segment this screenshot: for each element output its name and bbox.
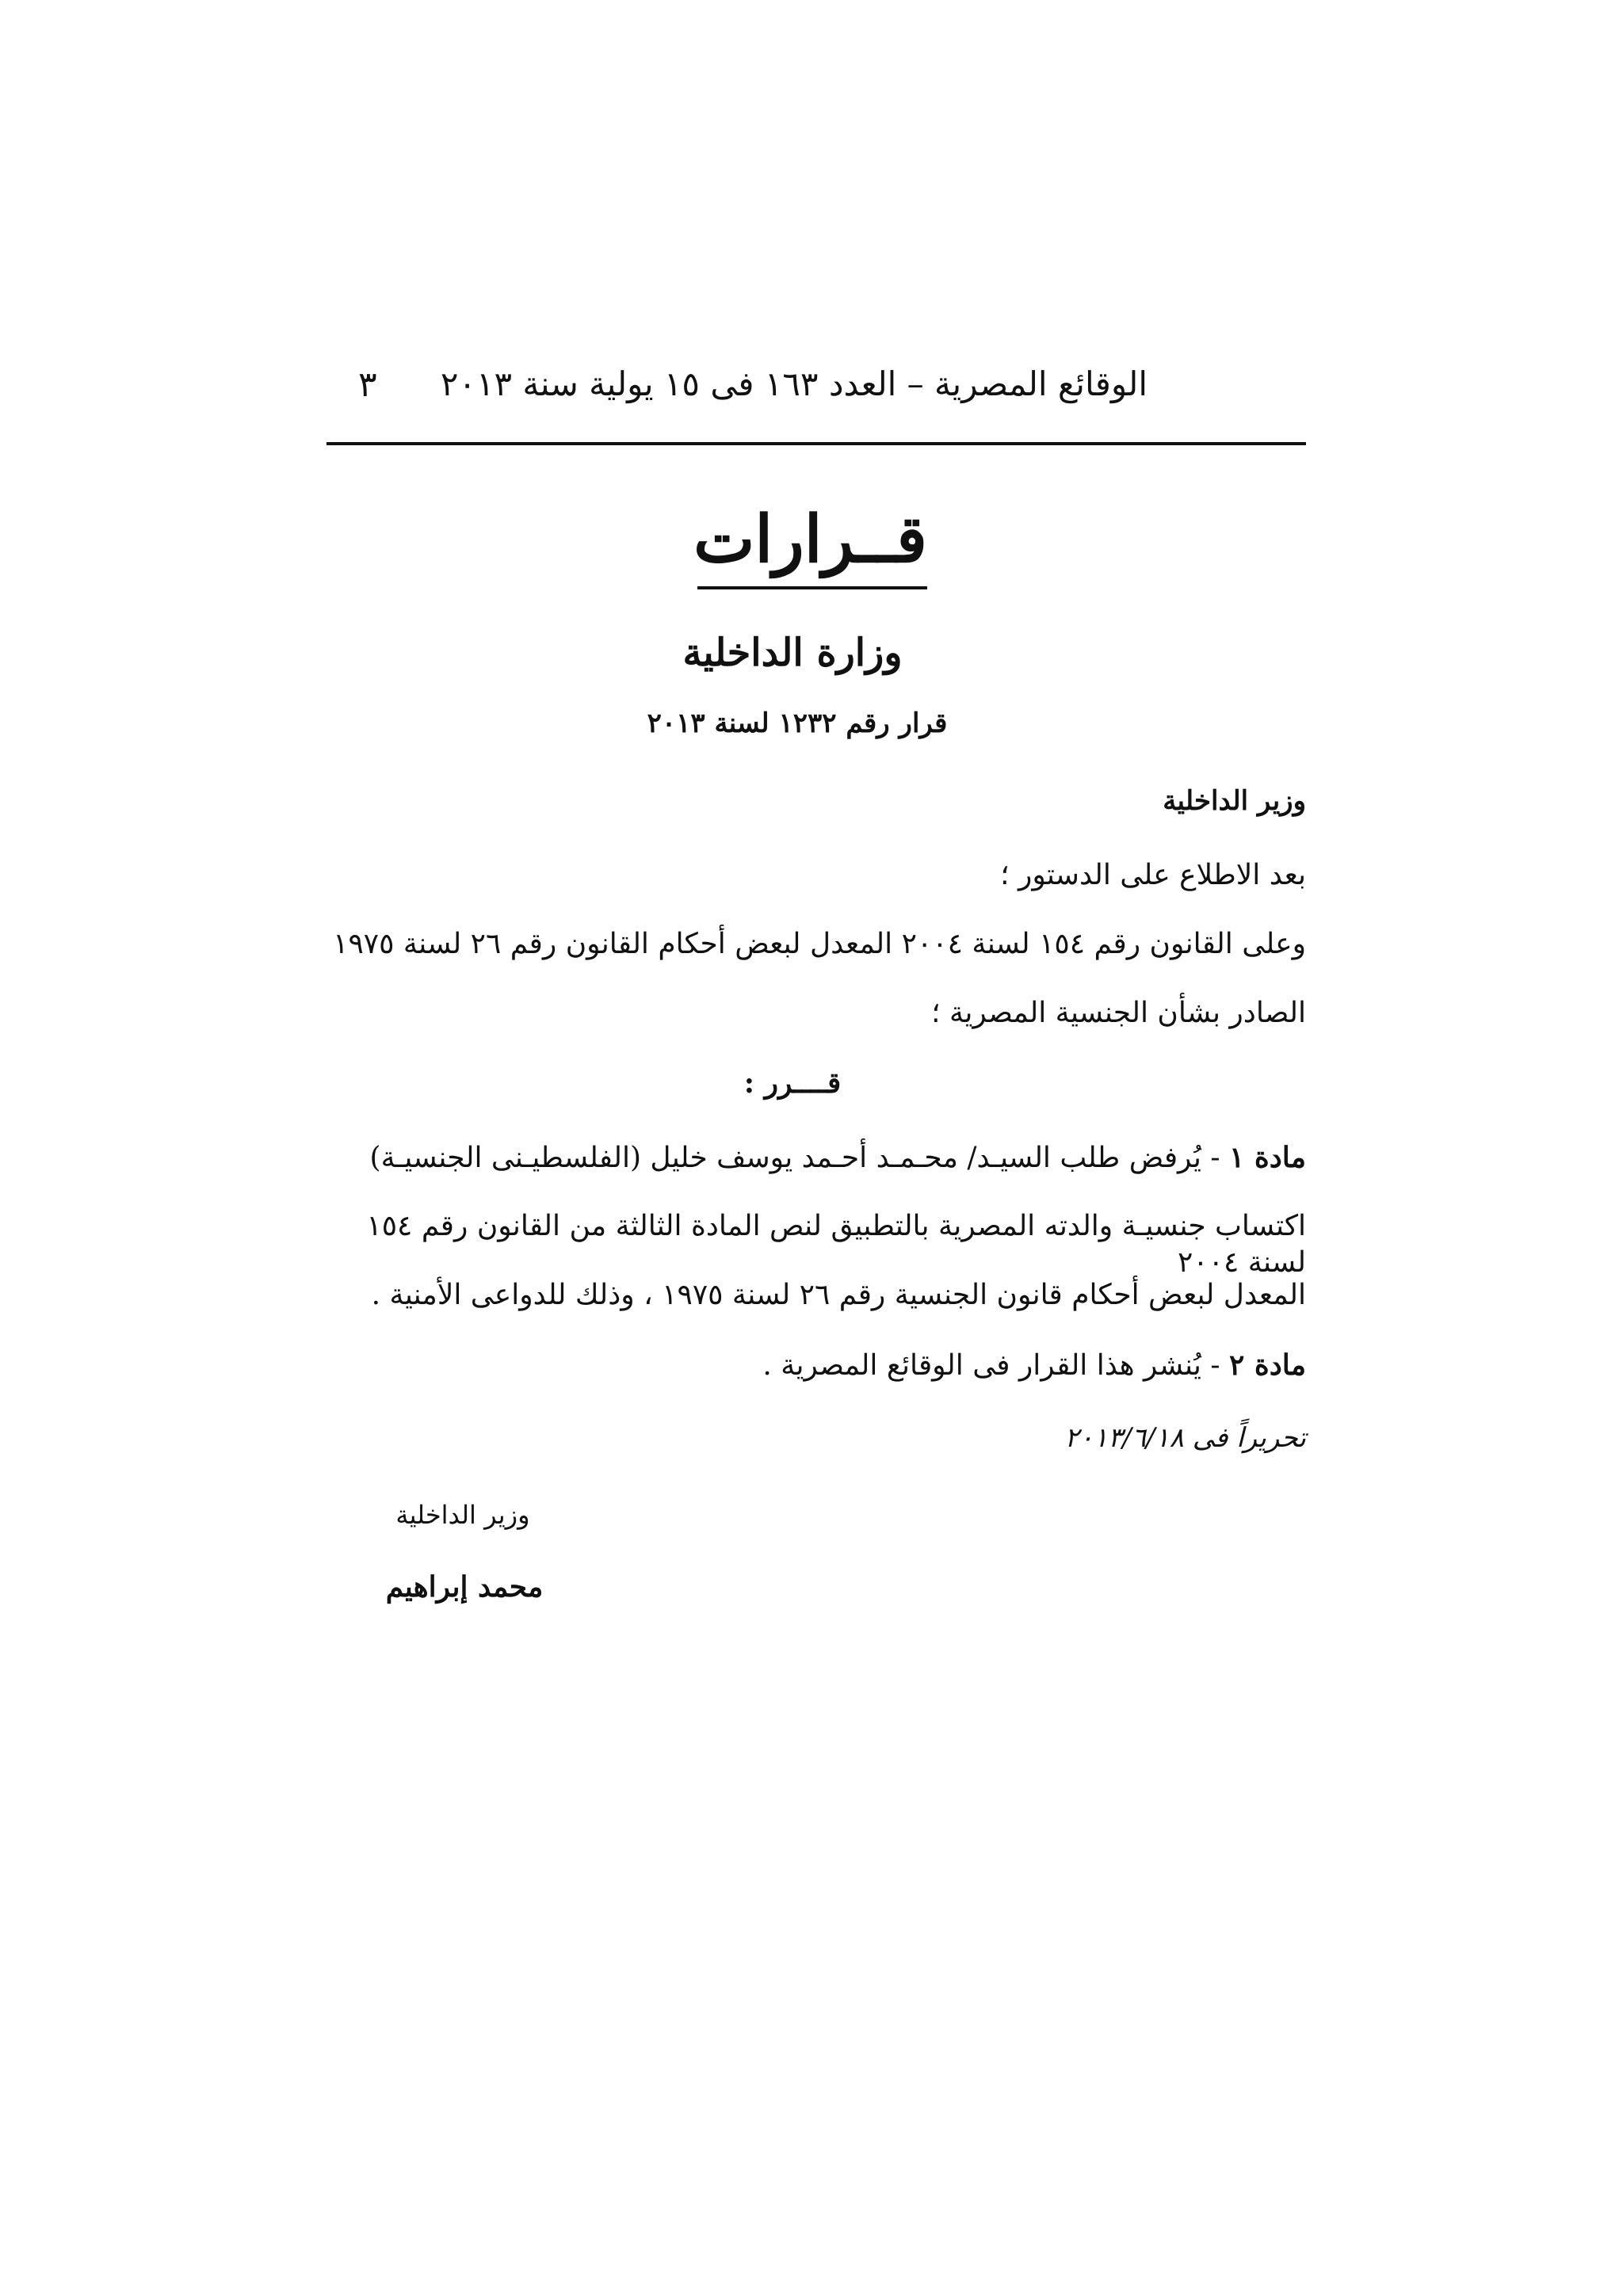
preamble-paragraph-1: بعد الاطلاع على الدستور ؛ bbox=[1000, 859, 1306, 891]
signature-name: محمد إبراهيم bbox=[385, 1570, 544, 1604]
minister-heading: وزير الداخلية bbox=[1163, 785, 1306, 817]
article-1-line-3: المعدل لبعض أحكام قانون الجنسية رقم ٢٦ لسنة ١٩٧٥ ، وذلك للدواعى الأمنية . bbox=[371, 1279, 1306, 1311]
preamble-paragraph-2-line-2: الصادر بشأن الجنسية المصرية ؛ bbox=[931, 997, 1306, 1029]
decree-title: قرار رقم ١٢٣٢ لسنة ٢٠١٣ bbox=[647, 707, 948, 739]
header-divider bbox=[327, 442, 1306, 445]
page-header bbox=[327, 349, 1306, 425]
article-2-label: مادة ٢ bbox=[1228, 1348, 1306, 1382]
signature-title: وزير الداخلية bbox=[395, 1500, 530, 1530]
page-number: ٣ bbox=[358, 364, 377, 405]
section-title: قــرارات bbox=[697, 507, 927, 589]
article-1-text-1: - يُرفض طلب السيـد/ محـمـد أحـمد يوسف خليل (الفلسطيـنى الجنسيـة) bbox=[369, 1142, 1229, 1174]
ministry-title: وزارة الداخلية bbox=[682, 631, 903, 675]
header-title: الوقائع المصرية – العدد ١٦٣ فى ١٥ يولية سنة ٢٠١٣ bbox=[440, 364, 1148, 403]
article-1-line-2: اكتساب جنسيـة والدته المصرية بالتطبيق لنص المادة الثالثة من القانون رقم ١٥٤ لسنة ٢٠٠٤ bbox=[366, 1210, 1306, 1280]
date-line: تحريراً فى ٢٠١٣/٦/١٨ bbox=[1064, 1422, 1306, 1454]
decided-heading: قــــرر : bbox=[743, 1066, 842, 1100]
article-1-label: مادة ١ bbox=[1228, 1141, 1306, 1174]
article-1-line-1 bbox=[327, 1139, 1371, 1177]
article-2-line bbox=[327, 1347, 1371, 1384]
preamble-paragraph-2-line-1: وعلى القانون رقم ١٥٤ لسنة ٢٠٠٤ المعدل لبعض أحكام القانون رقم ٢٦ لسنة ١٩٧٥ bbox=[333, 928, 1306, 960]
article-2-text: - يُنشر هذا القرار فى الوقائع المصرية . bbox=[762, 1349, 1229, 1382]
